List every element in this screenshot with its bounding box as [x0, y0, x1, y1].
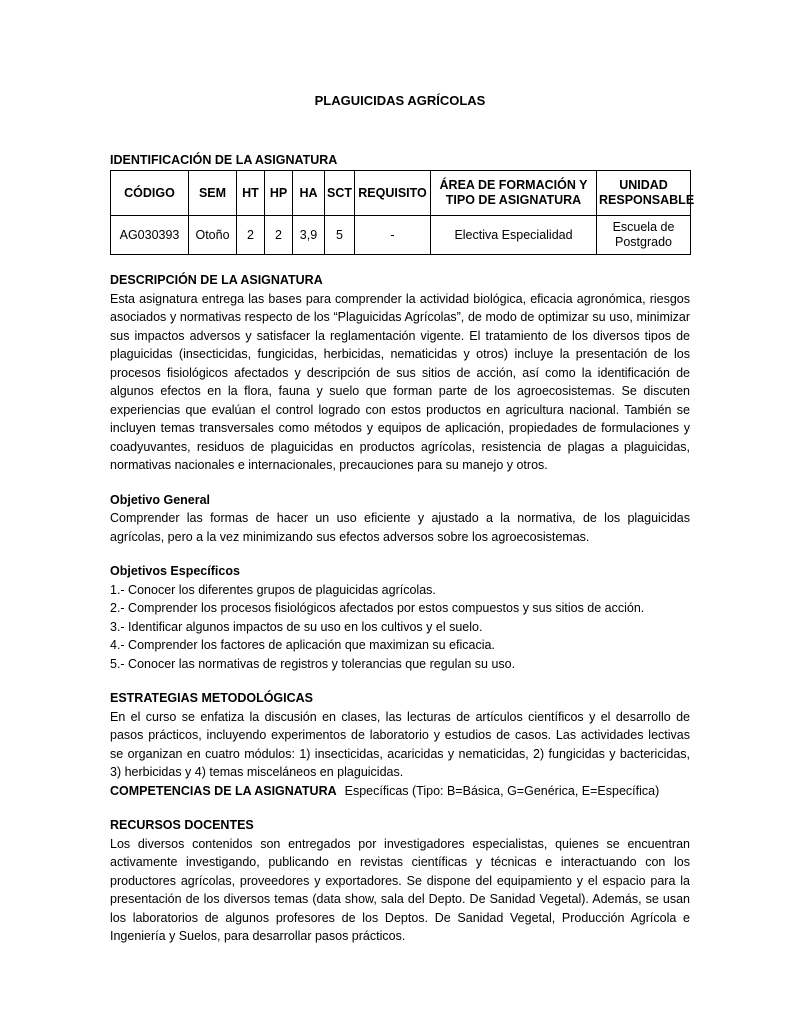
section-estrategias	[110, 689, 690, 800]
competencias-label: COMPETENCIAS DE LA ASIGNATURA	[110, 783, 337, 798]
table-header-row	[111, 171, 691, 216]
cell-area-formacion: Electiva Especialidad	[431, 216, 597, 255]
header-codigo: CÓDIGO	[111, 171, 189, 216]
cell-ha: 3,9	[293, 216, 325, 255]
estrategias-body: En el curso se enfatiza la discusión en clases, las lecturas de artículos científicos y el desarrollo de pasos prácticos, incluyendo experimentos de laboratorio y estudios de casos. Las actividades lectivas se organizan en cuatro módulos: 1) insecticidas, acaricidas y nematicidas, 2) fungicidas y bactericidas, 3) herbicidas y 4) temas misceláneos en plaguicidas.	[110, 709, 690, 779]
header-sct: SCT	[325, 171, 355, 216]
section-objetivo-general	[110, 491, 690, 547]
section-identificacion	[110, 151, 695, 256]
cell-sct: 5	[325, 216, 355, 255]
recursos-body: Los diversos contenidos son entregados por investigadores especialistas, quienes se encuentran activamente investigando, publicando en revistas científicas y técnicas e interactuando con los productores agrícolas, proveedores y exportadores. Se dispone del equipamiento y el espacio para la presentación de los diversos temas (data show, sala del Depto. De Sanidad Vegetal). Además, se usan los laboratorios de algunos profesores de los Deptos. De Sanidad Vegetal, Producción Agrícola e Ingeniería y Suelos, para desarrollar pasos prácticos.	[110, 836, 690, 943]
header-area-formacion: ÁREA DE FORMACIÓN Y TIPO DE ASIGNATURA	[431, 171, 597, 216]
header-ht: HT	[237, 171, 265, 216]
estrategias-heading: ESTRATEGIAS METODOLÓGICAS	[110, 691, 314, 705]
descripcion-heading: DESCRIPCIÓN DE LA ASIGNATURA	[110, 273, 323, 287]
objetivo-general-heading: Objetivo General	[110, 492, 211, 507]
competencias-text: Específicas (Tipo: B=Básica, G=Genérica, E=Específica)	[344, 783, 660, 798]
section-recursos	[110, 816, 690, 946]
header-hp: HP	[265, 171, 293, 216]
cell-codigo: AG030393	[111, 216, 189, 255]
cell-sem: Otoño	[189, 216, 237, 255]
table-row	[111, 216, 691, 255]
identificacion-table	[110, 170, 695, 255]
recursos-heading: RECURSOS DOCENTES	[110, 818, 254, 832]
objetivo-item-4: 4.- Comprender los factores de aplicación que maximizan su eficacia.	[110, 638, 495, 652]
header-ha: HA	[293, 171, 325, 216]
identificacion-heading: IDENTIFICACIÓN DE LA ASIGNATURA	[110, 152, 338, 167]
descripcion-body: Esta asignatura entrega las bases para comprender la actividad biológica, eficacia agronómica, riesgos asociados y normativas respecto de los “Plaguicidas Agrícolas”, de modo de optimizar su uso, minimizar sus impactos adversos y satisfacer la reglamentación vigente. El tratamiento de los diversos tipos de plaguicidas (insecticidas, fungicidas, herbicidas, nematicidas y otros) incluye la presentación de los procesos fisiológicos afectados y descripción de sus sitios de acción, así como la identificación de algunos efectos en la flora, fauna y suelo que forman parte de los agroecosistemas. Se discuten experiencias que evalúan el control logrado con estos productos en agricultura nacional. También se incluyen temas transversales como métodos y equipos de aplicación, propiedades de formulaciones y coadyuvantes, residuos de plaguicidas en productos agrícolas, resistencia de plagas a plaguicidas, normativas nacionales e internacionales, precauciones para su manejo y otros.	[110, 291, 690, 472]
section-descripcion	[110, 271, 690, 475]
objetivos-especificos-heading: Objetivos Específicos	[110, 564, 240, 578]
cell-unidad-responsable: Escuela de Postgrado	[597, 216, 691, 255]
header-unidad-responsable: UNIDAD RESPONSABLE	[597, 171, 691, 216]
objetivo-item-2: 2.- Comprender los procesos fisiológicos afectados por estos compuestos y sus sitios de acción.	[110, 601, 645, 615]
objetivo-general-body: Comprender las formas de hacer un uso eficiente y ajustado a la normativa, de los plaguicidas agrícolas, pero a la vez minimizando sus efectos adversos sobre los agroecosistemas.	[110, 511, 690, 544]
competencias-line	[110, 782, 690, 801]
objetivo-item-3: 3.- Identificar algunos impactos de su uso en los cultivos y el suelo.	[110, 619, 483, 634]
header-sem: SEM	[189, 171, 237, 216]
cell-ht: 2	[237, 216, 265, 255]
header-requisito: REQUISITO	[355, 171, 431, 216]
section-objetivos-especificos	[110, 562, 690, 673]
document-title: PLAGUICIDAS AGRÍCOLAS	[314, 93, 486, 108]
objetivos-list	[110, 581, 690, 674]
cell-hp: 2	[265, 216, 293, 255]
objetivo-item-5: 5.- Conocer las normativas de registros y tolerancias que regulan su uso.	[110, 656, 516, 671]
objetivo-item-1: 1.- Conocer los diferentes grupos de plaguicidas agrícolas.	[110, 582, 436, 597]
cell-requisito: -	[355, 216, 431, 255]
